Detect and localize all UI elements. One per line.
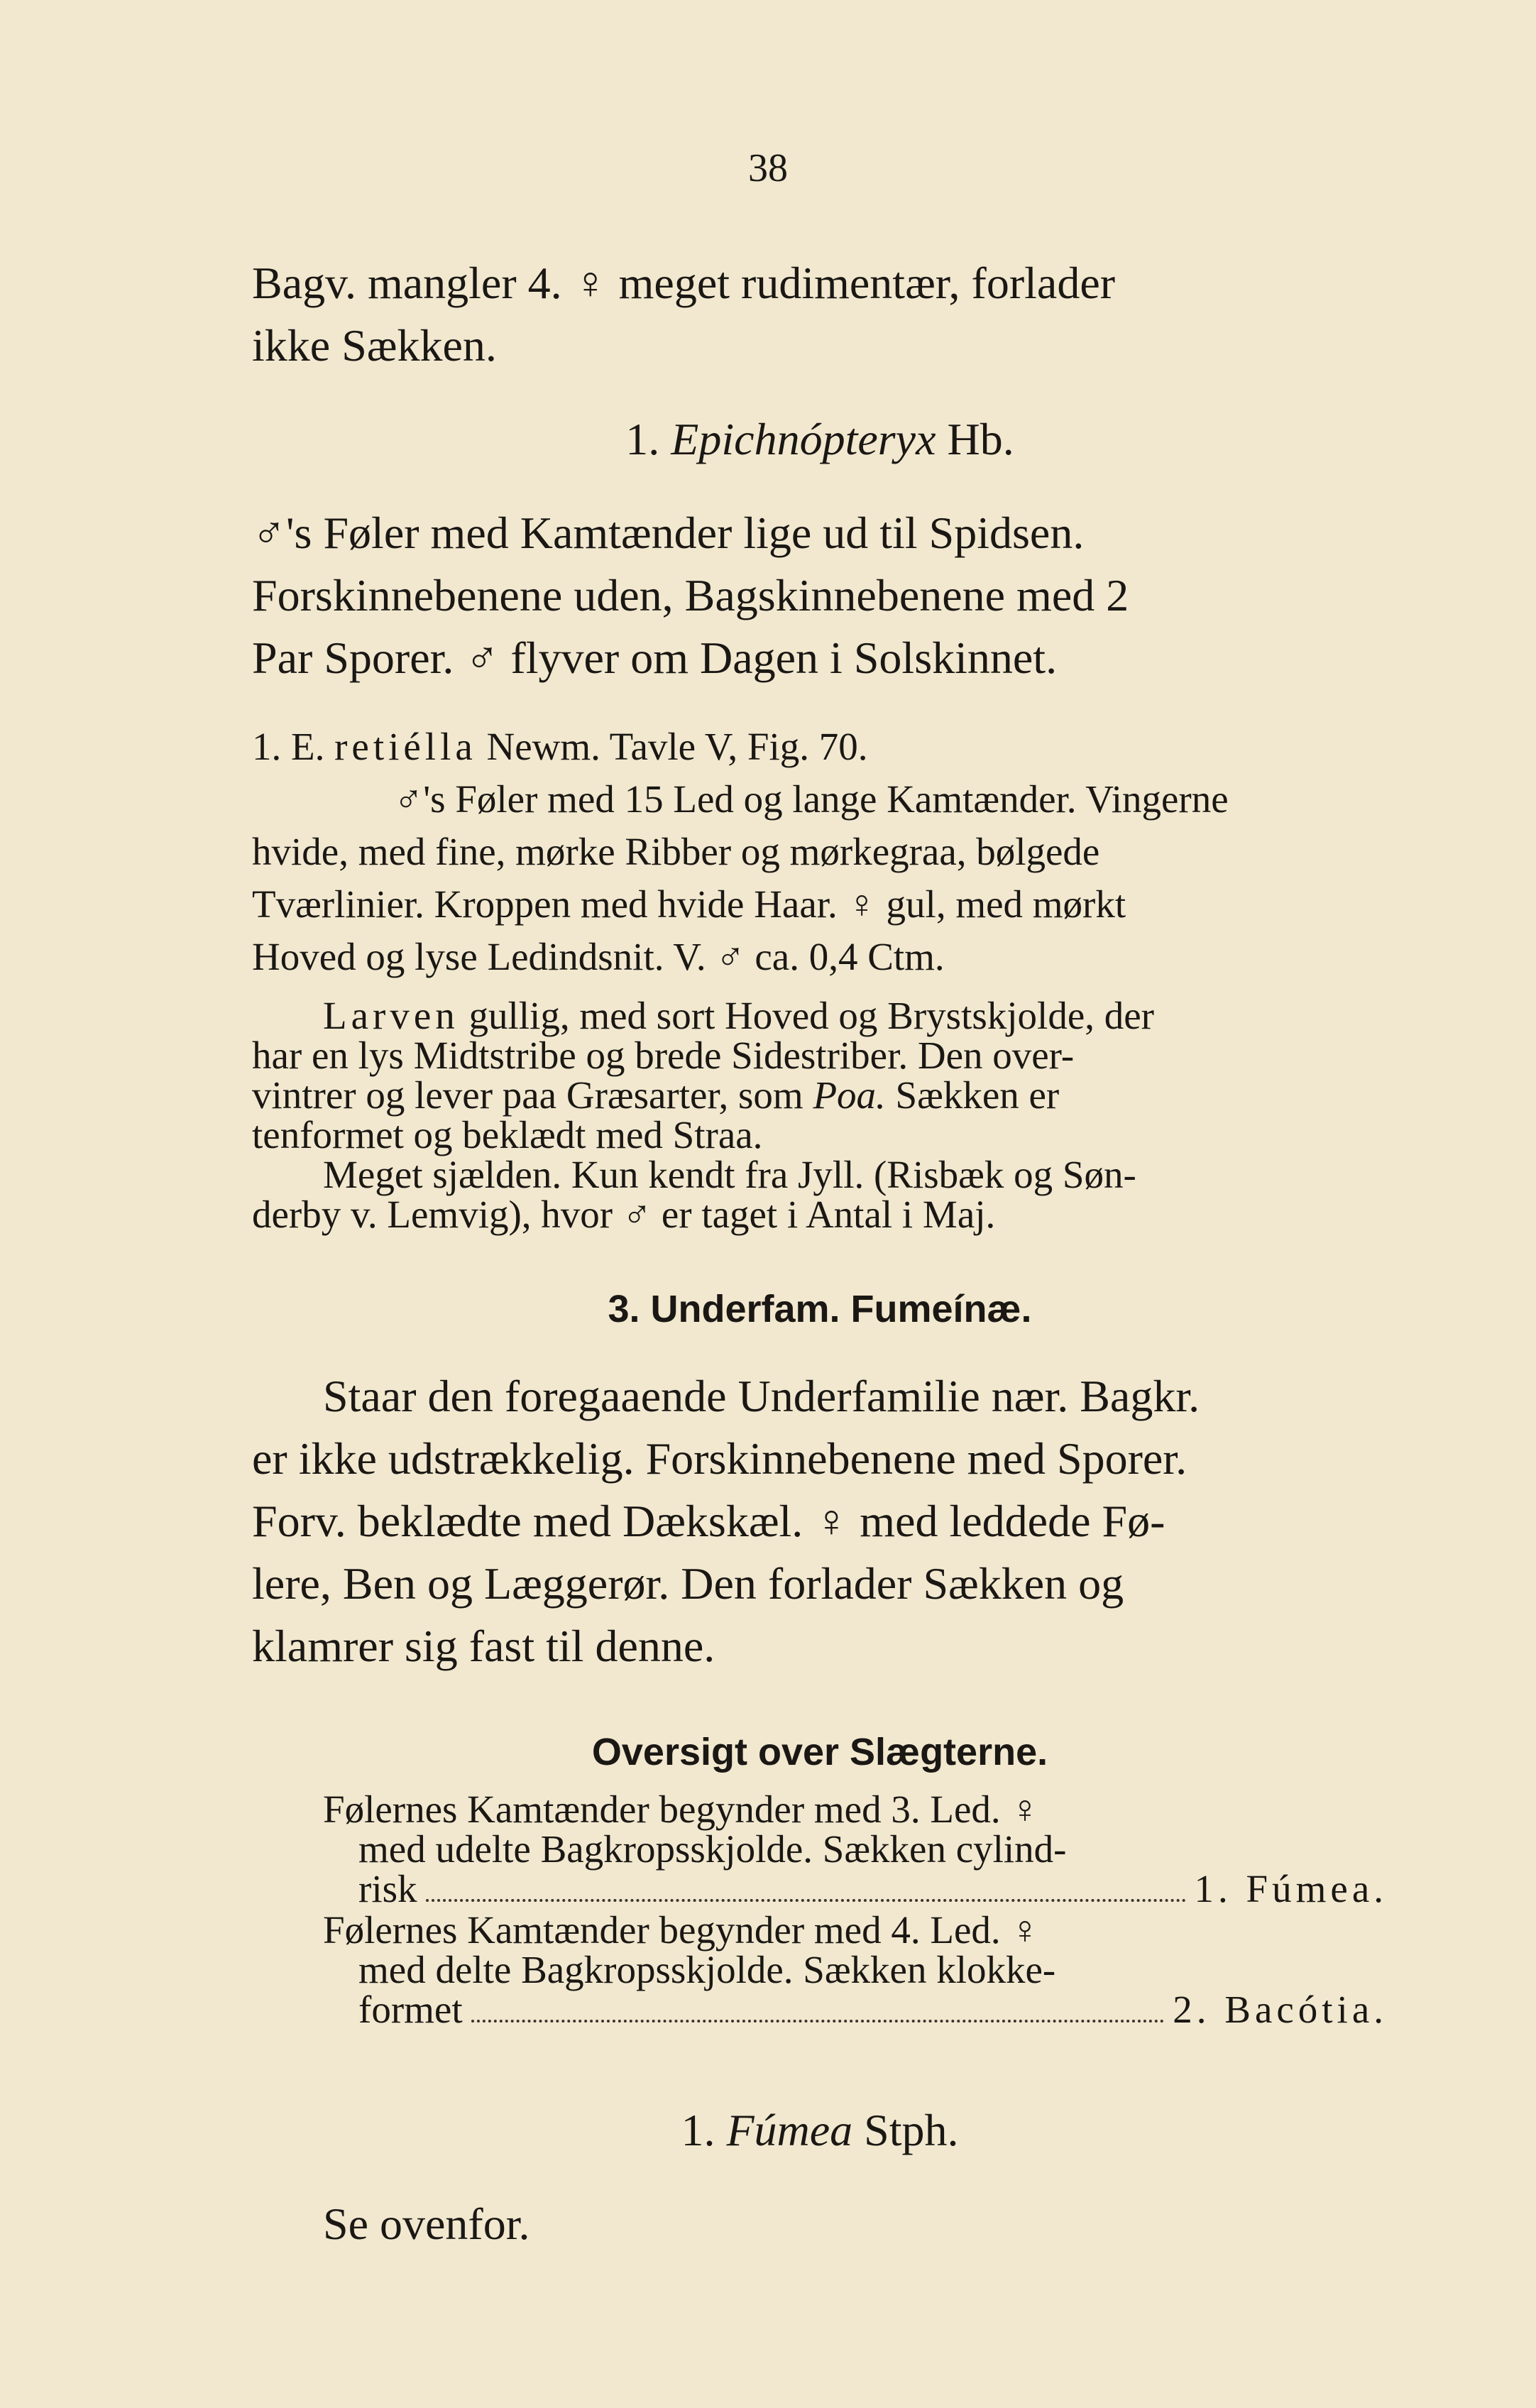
text-line: med udelte Bagkropsskjolde. Sækken cylind- (358, 1827, 1067, 1871)
text-line: Meget sjælden. Kun kendt fra Jyll. (Risbæk og Søn- (323, 1153, 1136, 1196)
genus-author: Hb. (947, 414, 1014, 464)
species-reference: Newm. Tavle V, Fig. 70. (486, 725, 868, 768)
text-line: Staar den foregaaende Underfamilie nær. Bagkr. (323, 1371, 1200, 1421)
genus-heading-fumea (252, 2099, 1388, 2162)
genus-name: Fúmea (726, 2105, 853, 2155)
key-leader-line (252, 1990, 1388, 2031)
dot-leader (426, 1899, 1186, 1902)
key-result: 2. Bacótia. (1173, 1988, 1388, 2031)
paragraph-continuation (252, 252, 1388, 377)
text-line: Se ovenfor. (323, 2199, 530, 2249)
text-line: ikke Sækken. (252, 320, 497, 371)
species-number: 1. E. (252, 725, 325, 768)
text-line: Følernes Kamtænder begynder med 4. Led. ♀ (323, 1908, 1040, 1952)
genus-reference-poa: Poa. (813, 1073, 886, 1117)
larva-label: Larven (323, 994, 459, 1037)
text-line: Par Sporer. ♂ flyver om Dagen i Solskinnet. (252, 633, 1058, 683)
genus-name: Epichnópteryx (671, 414, 936, 464)
genus-number: 1. (625, 414, 660, 464)
text-line: ♂'s Føler med 15 Led og lange Kamtænder. Vingerne (394, 777, 1229, 821)
subfamily-heading: 3. Underfam. Fumeínæ. (608, 1288, 1032, 1330)
text-line: derby v. Lemvig), hvor ♂ er taget i Antal i Maj. (252, 1193, 996, 1236)
genus-author: Stph. (864, 2105, 959, 2155)
text-line: gullig, med sort Hoved og Brystskjolde, der (468, 994, 1154, 1037)
genus-key-entry-1 (252, 1790, 1388, 1910)
text-line: tenformet og beklædt med Straa. (252, 1113, 763, 1156)
text-line: Sækken er (895, 1073, 1060, 1117)
page-number: 38 (748, 146, 788, 190)
genus-heading-epichnopteryx (252, 408, 1388, 471)
genus-description (252, 502, 1388, 689)
species-entry-retiella (252, 721, 1388, 983)
genus-description (252, 2193, 1388, 2255)
page-content (252, 252, 1388, 2255)
text-line: Hoved og lyse Ledindsnit. V. ♂ ca. 0,4 Ctm. (252, 935, 945, 978)
key-leader-line (252, 1869, 1388, 1910)
text-line: Bagv. mangler 4. ♀ meget rudimentær, forlader (252, 258, 1116, 308)
subfamily-description (252, 1365, 1388, 1678)
text-line: vintrer og lever paa Græsarter, som (252, 1073, 803, 1117)
text-line: formet (358, 1988, 463, 2031)
genus-key-entry-2 (252, 1910, 1388, 2031)
text-line: Tværlinier. Kroppen med hvide Haar. ♀ gul, med mørkt (252, 882, 1126, 926)
text-line: ♂'s Føler med Kamtænder lige ud til Spidsen. (252, 508, 1085, 558)
species-name: retiélla (334, 725, 477, 768)
text-line: hvide, med fine, mørke Ribber og mørkegraa, bølgede (252, 830, 1100, 873)
text-line: med delte Bagkropsskjolde. Sækken klokke- (358, 1948, 1056, 1991)
genus-number: 1. (681, 2105, 715, 2155)
text-line: Forskinnebenene uden, Bagskinnebenene med 2 (252, 570, 1129, 620)
text-line: er ikke udstrækkelig. Forskinnebenene med Sporer. (252, 1433, 1187, 1484)
text-line: Forv. beklædte med Dækskæl. ♀ med leddede Fø- (252, 1496, 1165, 1546)
text-line: Følernes Kamtænder begynder med 3. Led. ♀ (323, 1788, 1040, 1831)
key-result: 1. Fúmea. (1194, 1867, 1388, 1910)
larva-description (252, 996, 1388, 1235)
text-line: klamrer sig fast til denne. (252, 1621, 715, 1671)
text-line: risk (358, 1867, 417, 1910)
text-line: har en lys Midtstribe og brede Sidestriber. Den over- (252, 1034, 1075, 1077)
key-heading: Oversigt over Slægterne. (591, 1731, 1048, 1773)
dot-leader (471, 2020, 1165, 2023)
text-line: lere, Ben og Læggerør. Den forlader Sækken og (252, 1558, 1124, 1609)
